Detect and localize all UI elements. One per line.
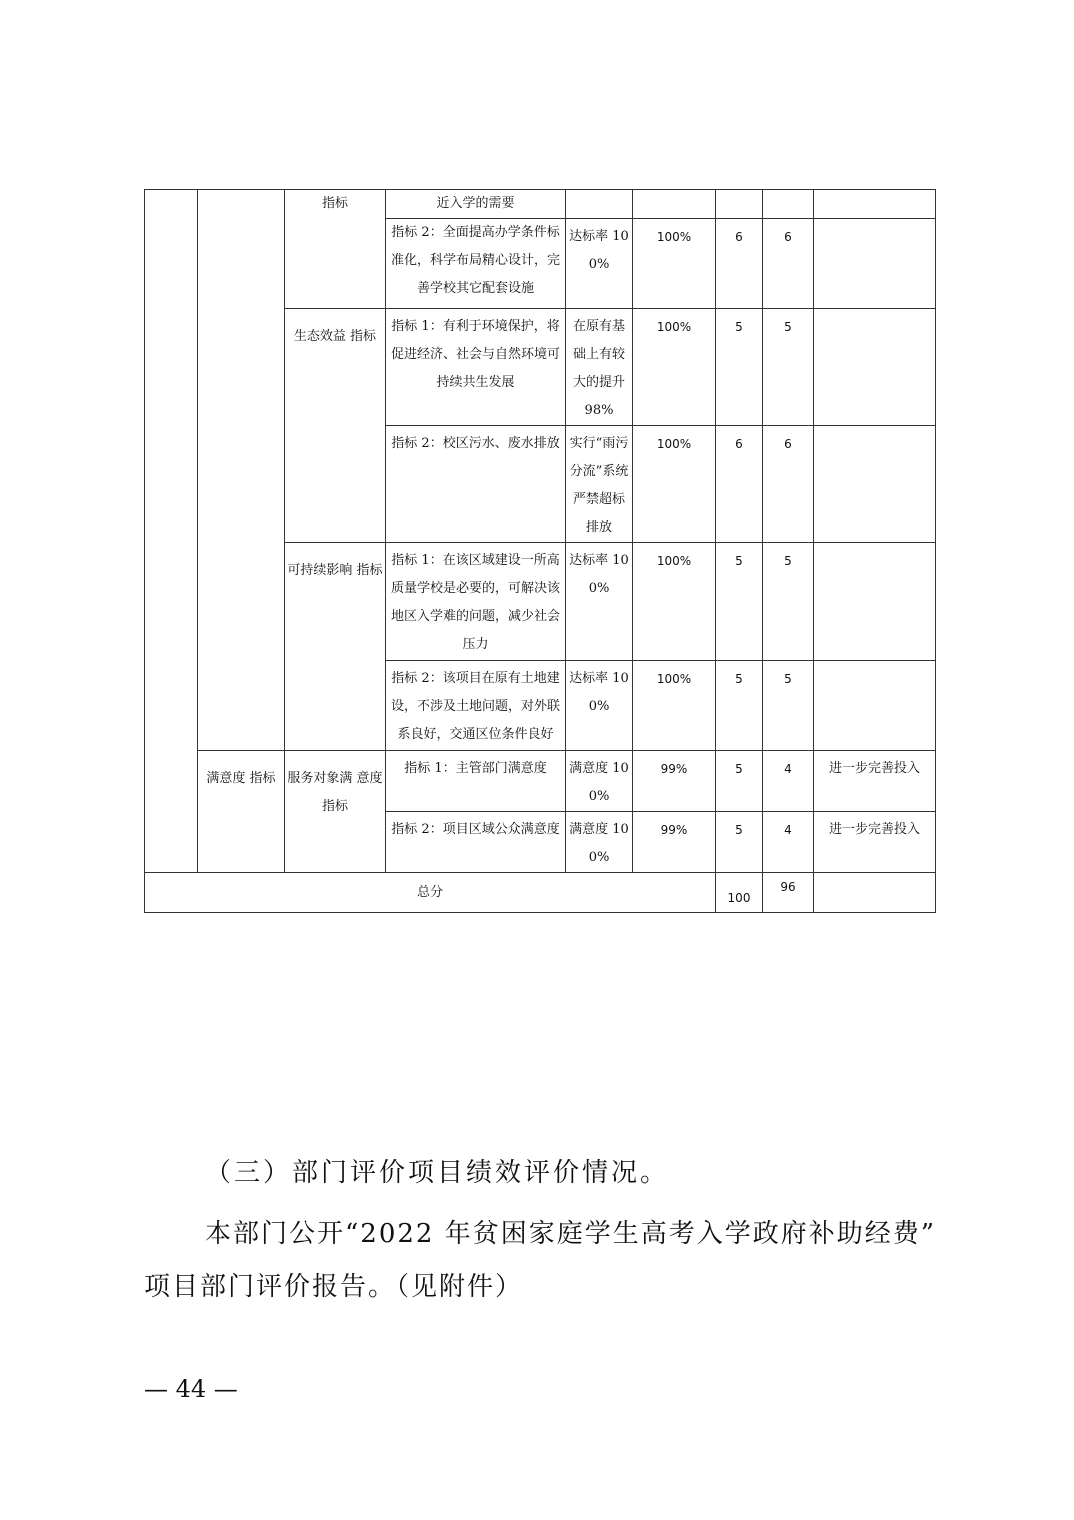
- actual-cell: [633, 190, 716, 219]
- indicator-cell: 指标 2：全面提高办学条件标准化，科学布局精心设计，完善学校其它配套设施: [386, 219, 566, 309]
- weight-cell: 5: [716, 751, 763, 812]
- weight-cell: [716, 190, 763, 219]
- weight-cell: 5: [716, 543, 763, 661]
- paragraph-line-1: 本部门公开“2022 年贫困家庭学生高考入学政府补助经费”: [205, 1219, 937, 1249]
- remark-cell: [814, 219, 936, 309]
- category-level1-cell: [145, 190, 198, 873]
- total-label: 总分: [145, 873, 716, 913]
- indicator-cell: 指标 2：校区污水、废水排放: [386, 426, 566, 543]
- actual-cell: 100%: [633, 543, 716, 661]
- indicator-cell: 指标 1：主管部门满意度: [386, 751, 566, 812]
- target-cell: 满意度 100%: [566, 751, 633, 812]
- actual-cell: 100%: [633, 661, 716, 751]
- actual-cell: 100%: [633, 309, 716, 426]
- actual-cell: 100%: [633, 219, 716, 309]
- category-level2-cell: [198, 190, 285, 751]
- performance-table: [144, 189, 936, 913]
- table-row: [145, 751, 936, 812]
- total-row: [145, 873, 936, 913]
- indicator-cell: 指标 2：该项目在原有土地建设，不涉及土地问题，对外联系良好，交通区位条件良好: [386, 661, 566, 751]
- indicator-cell: 近入学的需要: [386, 190, 566, 219]
- target-cell: 达标率 100%: [566, 661, 633, 751]
- remark-cell: 进一步完善投入: [814, 751, 936, 812]
- category-level3-cell: 可持续影响 指标: [285, 543, 386, 751]
- score-cell: 5: [763, 543, 814, 661]
- remark-cell: [814, 309, 936, 426]
- score-cell: 5: [763, 661, 814, 751]
- table-row: [145, 190, 936, 219]
- total-remark: [814, 873, 936, 913]
- score-cell: 4: [763, 812, 814, 873]
- paragraph-line-2: 项目部门评价报告。（见附件）: [144, 1272, 524, 1302]
- remark-cell: [814, 543, 936, 661]
- category-level3-cell: 服务对象满 意度指标: [285, 751, 386, 873]
- page-number: — 44 —: [144, 1375, 238, 1403]
- score-cell: 5: [763, 309, 814, 426]
- target-cell: 在原有基础上有较大的提升 98%: [566, 309, 633, 426]
- category-level3-cell: 生态效益 指标: [285, 309, 386, 543]
- target-cell: 实行“雨污分流”系统严禁超标排放: [566, 426, 633, 543]
- target-cell: 达标率 100%: [566, 543, 633, 661]
- score-cell: 4: [763, 751, 814, 812]
- category-level2-cell: 满意度 指标: [198, 751, 285, 873]
- indicator-cell: 指标 2：项目区域公众满意度: [386, 812, 566, 873]
- actual-cell: 99%: [633, 812, 716, 873]
- total-weight: 100: [716, 873, 763, 913]
- indicator-cell: 指标 1：在该区域建设一所高质量学校是必要的，可解决该地区入学难的问题，减少社会压力: [386, 543, 566, 661]
- target-cell: 满意度 100%: [566, 812, 633, 873]
- target-cell: 达标率 100%: [566, 219, 633, 309]
- total-score: 96: [763, 873, 814, 913]
- weight-cell: 5: [716, 309, 763, 426]
- score-cell: 6: [763, 426, 814, 543]
- weight-cell: 6: [716, 219, 763, 309]
- indicator-cell: 指标 1：有利于环境保护，将促进经济、社会与自然环境可持续共生发展: [386, 309, 566, 426]
- weight-cell: 5: [716, 812, 763, 873]
- section-heading: （三）部门评价项目绩效评价情况。: [205, 1158, 670, 1188]
- weight-cell: 6: [716, 426, 763, 543]
- weight-cell: 5: [716, 661, 763, 751]
- target-cell: [566, 190, 633, 219]
- score-cell: [763, 190, 814, 219]
- actual-cell: 99%: [633, 751, 716, 812]
- remark-cell: 进一步完善投入: [814, 812, 936, 873]
- remark-cell: [814, 661, 936, 751]
- category-level3-cell: 指标: [285, 190, 386, 309]
- remark-cell: [814, 190, 936, 219]
- score-cell: 6: [763, 219, 814, 309]
- actual-cell: 100%: [633, 426, 716, 543]
- remark-cell: [814, 426, 936, 543]
